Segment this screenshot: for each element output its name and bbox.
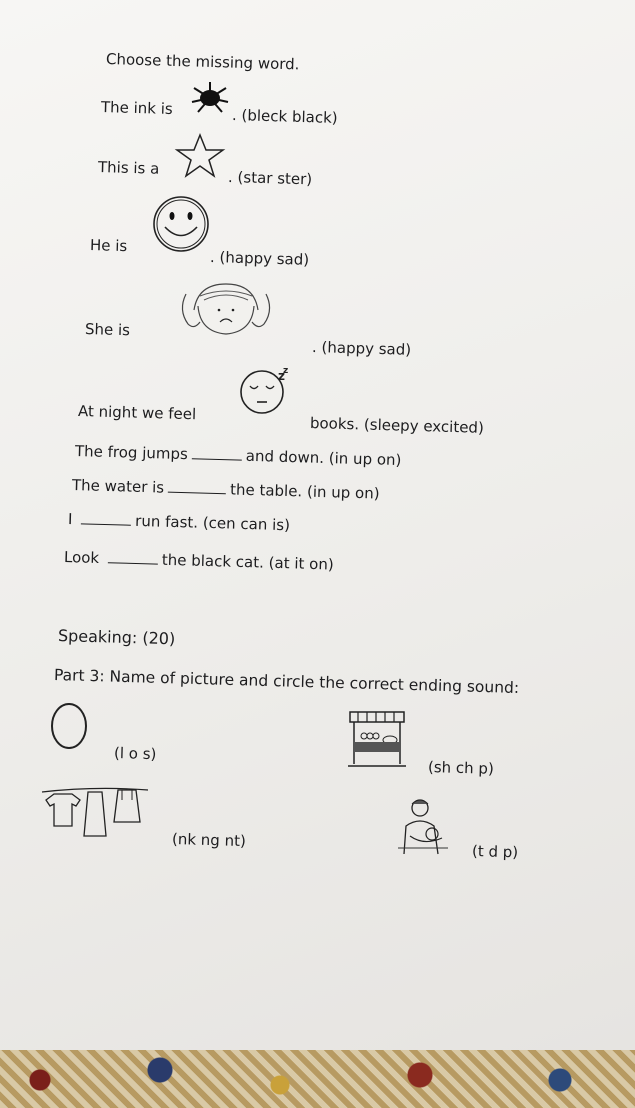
answer-blank xyxy=(168,490,226,495)
oval-choices: (l o s) xyxy=(113,744,157,764)
question-6-prefix: The frog jumps xyxy=(74,442,189,464)
svg-text:z: z xyxy=(283,366,289,376)
instruction: Choose the missing word. xyxy=(105,50,300,74)
part-3-heading: Part 3: Name of picture and circle the correct ending sound: xyxy=(53,666,520,697)
question-3-prefix: He is xyxy=(89,236,128,256)
question-2-prefix: This is a xyxy=(97,158,160,178)
sleepy-face-icon xyxy=(236,364,294,416)
question-4-prefix: She is xyxy=(84,320,131,340)
question-8 xyxy=(68,510,290,534)
question-4-options: . (happy sad) xyxy=(311,338,412,359)
question-5-suffix: books. xyxy=(309,414,360,434)
question-9-choices: (at it on) xyxy=(268,553,334,574)
question-7-prefix: The water is xyxy=(71,476,165,497)
answer-blank xyxy=(81,521,131,525)
question-7-suffix: the table. xyxy=(229,480,303,501)
answer-blank xyxy=(192,456,242,460)
question-9-suffix: the black cat. xyxy=(161,550,265,572)
question-2-choices: (star ster) xyxy=(237,168,313,189)
man-with-baby-icon xyxy=(394,796,452,856)
question-5-prefix: At night we feel xyxy=(77,402,197,424)
question-3-choices: (happy sad) xyxy=(219,248,310,269)
question-5-rest xyxy=(310,414,484,437)
clothesline-icon xyxy=(40,782,150,842)
question-1-prefix: The ink is xyxy=(100,98,174,119)
oval-icon xyxy=(48,700,92,752)
svg-text:z: z xyxy=(278,369,285,383)
question-9-prefix: Look xyxy=(63,548,100,567)
question-7-choices: (in up on) xyxy=(306,482,380,503)
man-choices: (t d p) xyxy=(471,842,519,862)
ink-splat-icon xyxy=(188,80,232,116)
question-1-choices: (bleck black) xyxy=(241,106,338,127)
question-1-options: . (bleck black) xyxy=(231,106,338,127)
carpet-background xyxy=(0,1050,635,1108)
shop-choices: (sh ch p) xyxy=(427,758,495,778)
question-8-suffix: run fast. xyxy=(134,511,199,532)
star-icon xyxy=(174,132,226,178)
answer-blank xyxy=(108,560,158,564)
question-8-choices: (cen can is) xyxy=(202,513,291,535)
question-8-prefix: I xyxy=(67,510,73,529)
question-9 xyxy=(64,548,334,574)
happy-face-icon xyxy=(150,194,212,254)
question-4-choices: (happy sad) xyxy=(321,338,412,359)
question-6 xyxy=(75,442,402,469)
question-3-options: . (happy sad) xyxy=(209,248,310,269)
question-2-options: . (star ster) xyxy=(227,168,313,189)
clothes-choices: (nk ng nt) xyxy=(171,830,247,851)
sad-girl-icon xyxy=(176,280,276,338)
question-6-choices: (in up on) xyxy=(328,449,402,470)
question-6-suffix: and down. xyxy=(245,446,325,467)
question-5-choices: (sleepy excited) xyxy=(363,415,485,437)
question-7 xyxy=(72,476,380,503)
speaking-heading: Speaking: (20) xyxy=(57,626,176,649)
shop-stall-icon xyxy=(346,708,408,770)
